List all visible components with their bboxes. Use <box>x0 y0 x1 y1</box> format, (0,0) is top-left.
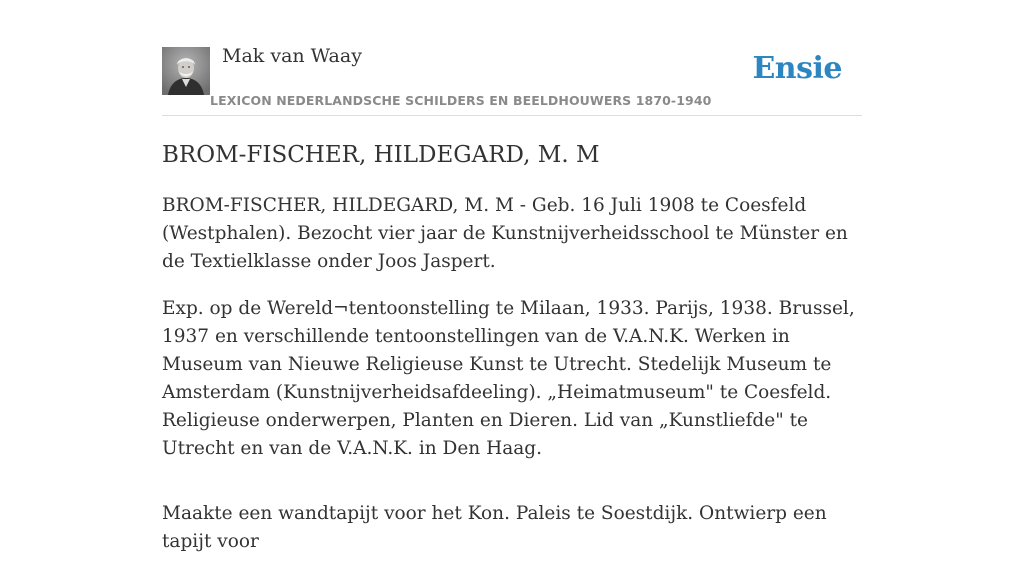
article-title: BROM-FISCHER, HILDEGARD, M. M <box>162 142 600 168</box>
article-page <box>162 0 862 552</box>
author-name[interactable]: Mak van Waay <box>222 45 362 67</box>
article-header <box>162 0 862 116</box>
article-paragraph: Maakte een wandtapijt voor het Kon. Paleis te Soestdijk. Ontwierp een tapijt voor <box>162 503 827 552</box>
source-title[interactable]: LEXICON NEDERLANDSCHE SCHILDERS EN BEELDHOUWERS 1870-1940 <box>210 93 712 108</box>
article-body <box>162 192 862 575</box>
author-avatar[interactable] <box>162 47 210 95</box>
author-portrait-icon <box>162 47 210 95</box>
article-paragraph: BROM-FISCHER, HILDEGARD, M. M - Geb. 16 Juli 1908 te Coesfeld (Westphalen). Bezocht vier jaar de Kunstnijverheidsschool te Münster en de Textielklasse onder Joos Jaspert. <box>162 195 848 272</box>
ensie-logo[interactable]: Ensie <box>752 51 842 86</box>
article-paragraph: Exp. op de Wereld¬tentoonstelling te Milaan, 1933. Parijs, 1938. Brussel, 1937 en verschillende tentoonstellingen van de V.A.N.K. Werken in Museum van Nieuwe Religieuse Kunst te Utrecht. Stedelijk Museum te Amsterdam (Kunstnijverheidsafdeeling). „Heimatmuseum" te Coesfeld. Religieuse onderwerpen, Planten en Dieren. Lid van „Kunstliefde" te Utrecht en van de V.A.N.K. in Den Haag. <box>162 298 855 459</box>
